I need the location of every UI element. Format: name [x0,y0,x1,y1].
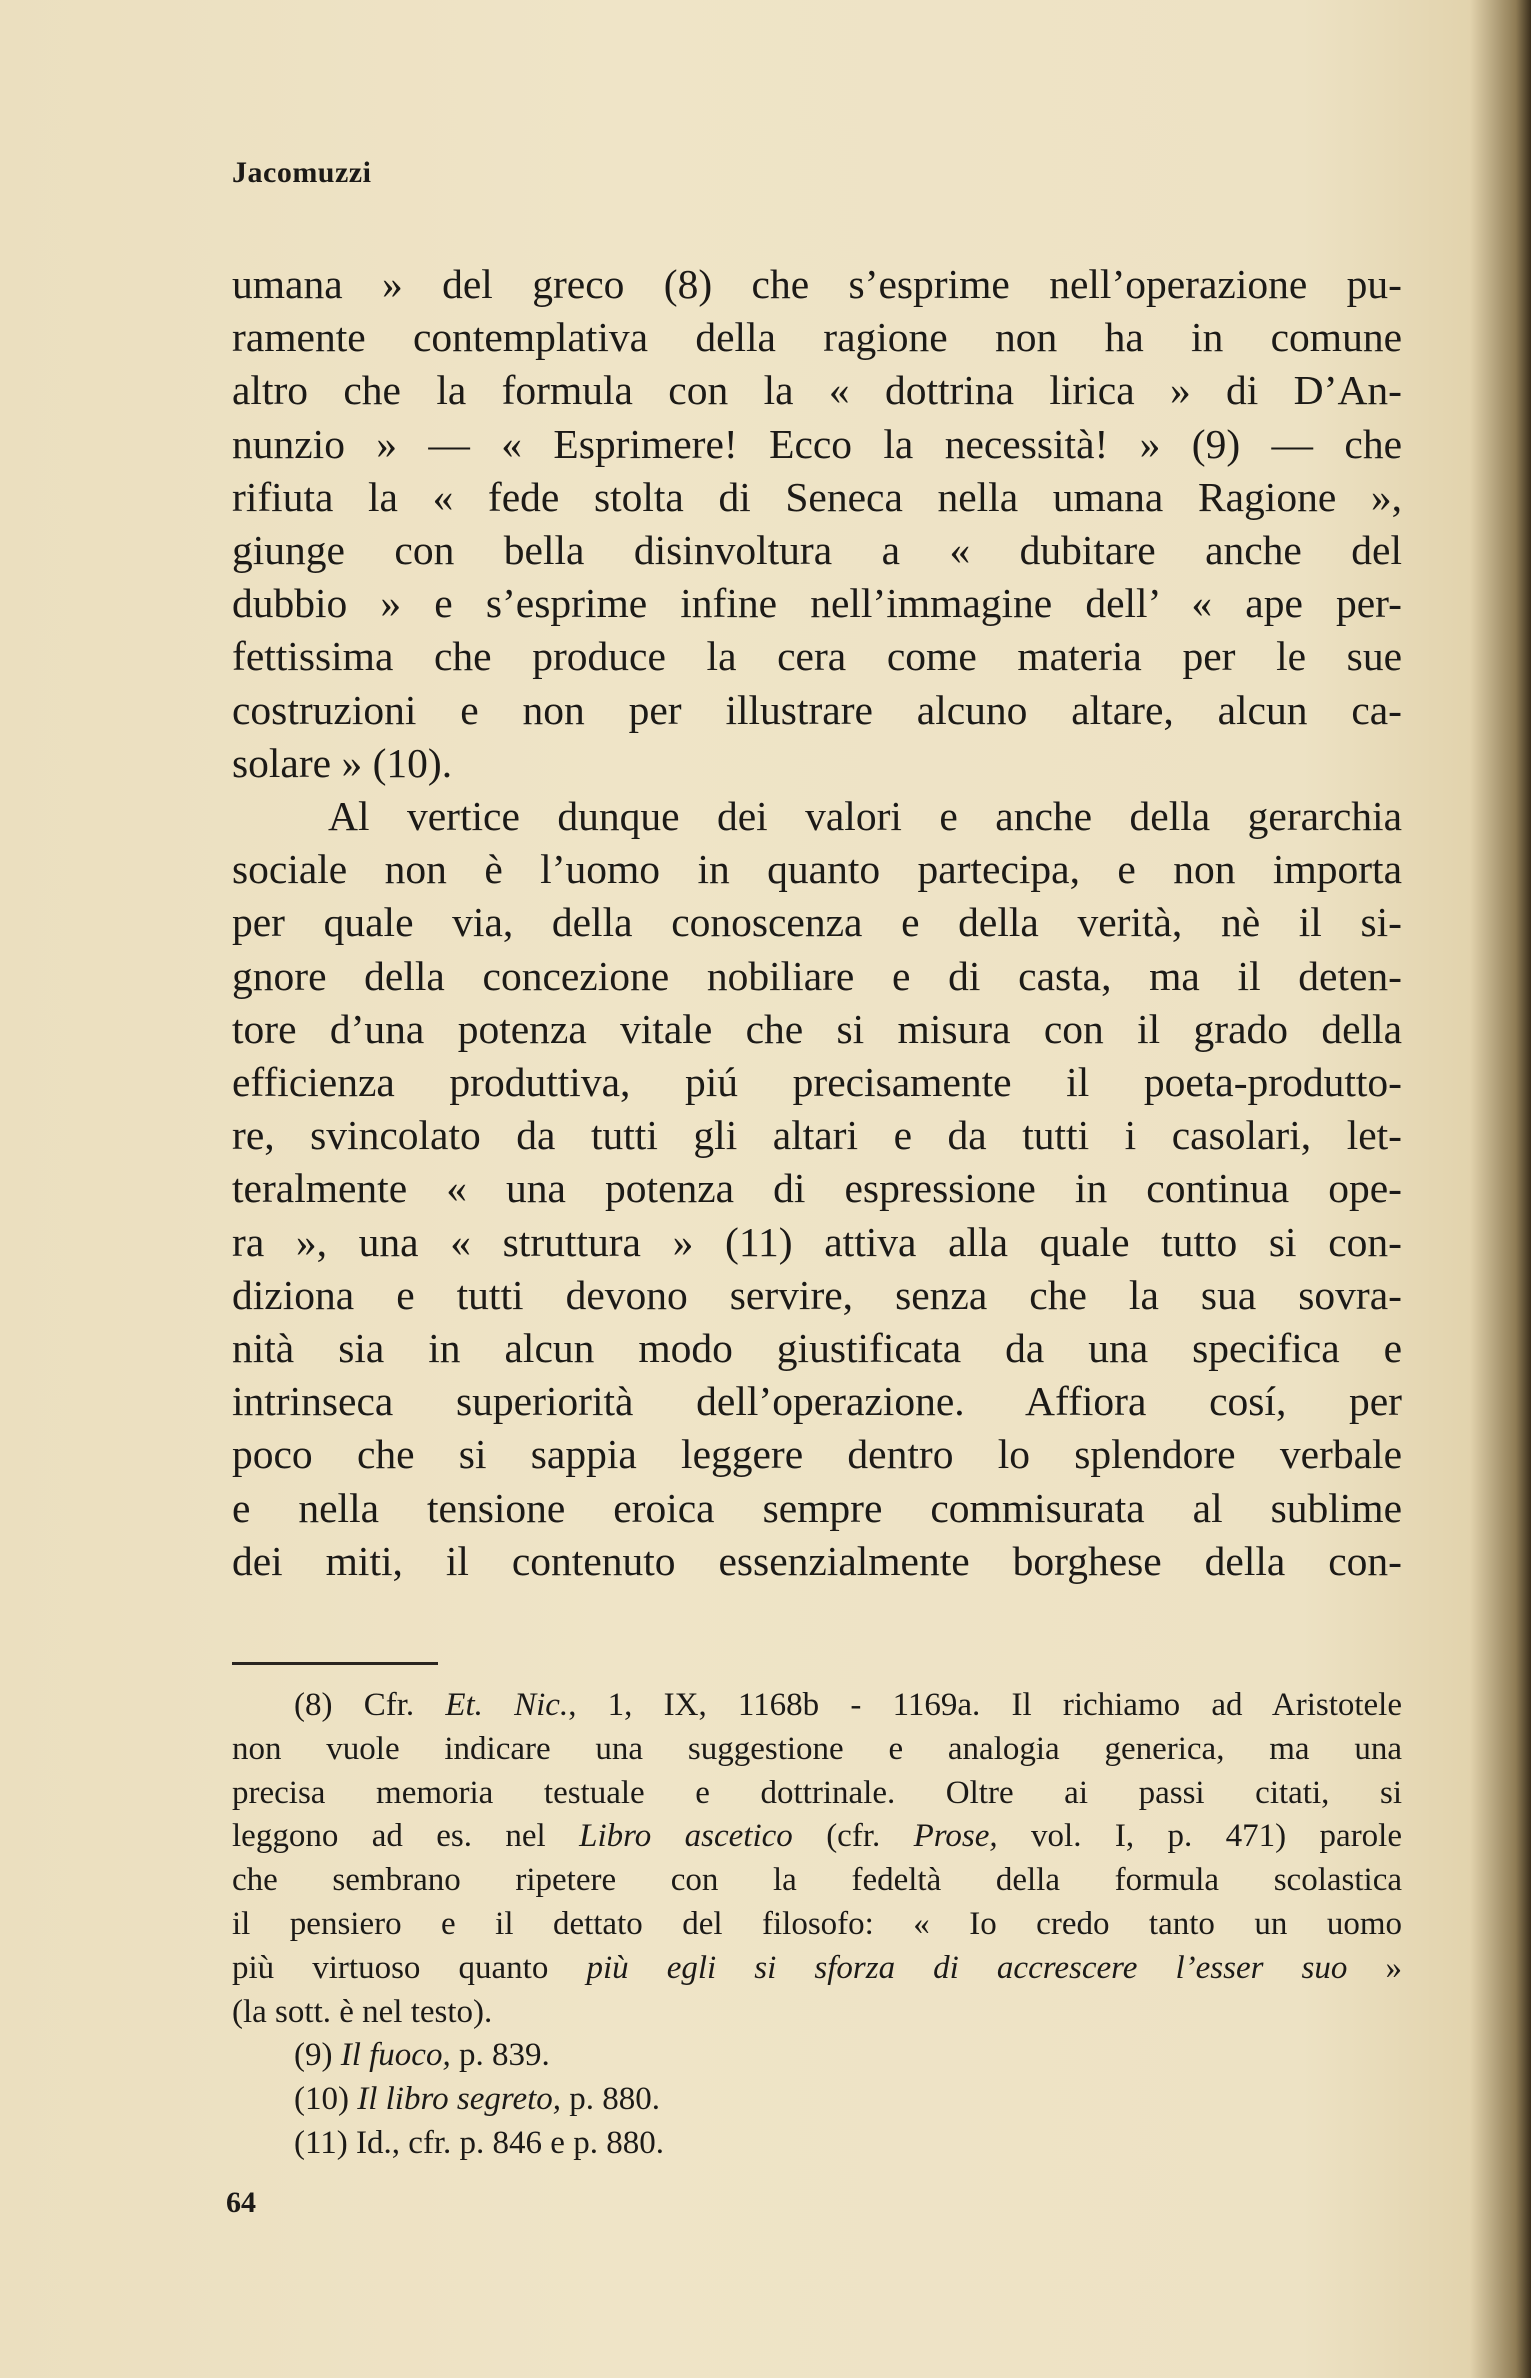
text-line: altro che la formula con la « dottrina lirica » di D’An- [232,367,1402,414]
text-line: solare » (10). [232,739,453,786]
footnote-8-line: più virtuoso quanto più egli si sforza di accrescere l’esser suo » [232,1949,1402,1986]
text-line: fettissima che produce la cera come materia per le sue [232,633,1402,680]
footnote-8-line: non vuole indicare una suggestione e analogia generica, ma una [232,1730,1402,1767]
text-line: ramente contemplativa della ragione non ha in comune [232,314,1402,361]
text-line: e nella tensione eroica sempre commisurata al sublime [232,1484,1402,1531]
text-line: tore d’una potenza vitale che si misura con il grado della [232,1005,1402,1052]
footnote-rule [232,1662,438,1665]
footnote-8-line: il pensiero e il dettato del filosofo: « Io credo tanto un uomo [232,1905,1402,1942]
footnote-8-line: (8) Cfr. Et. Nic., 1, IX, 1168b - 1169a. Il richiamo ad Aristotele [294,1687,1403,1723]
footnote-8-line: (la sott. è nel testo). [232,1993,493,2030]
text-line: nità sia in alcun modo giustificata da una specifica e [232,1325,1402,1372]
text-line: re, svincolato da tutti gli altari e da tutti i casolari, let- [232,1112,1402,1159]
main-text [232,258,1402,1588]
text-line: Al vertice dunque dei valori e anche della gerarchia [328,793,1402,840]
text-line: gnore della concezione nobiliare e di casta, ma il deten- [232,952,1402,999]
text-line: diziona e tutti devono servire, senza che la sua sovra- [232,1271,1402,1318]
footnote-9: (9) Il fuoco, p. 839. [294,2037,550,2074]
text-line: poco che si sappia leggere dentro lo splendore verbale [232,1431,1402,1478]
text-line: sociale non è l’uomo in quanto partecipa, e non importa [232,846,1402,893]
page-number: 64 [226,2186,256,2219]
text-line: dubbio » e s’esprime infine nell’immagine dell’ « ape per- [232,580,1402,627]
text-line: efficienza produttiva, piú precisamente il poeta-produtto- [232,1059,1402,1106]
text-line: ra », una « struttura » (11) attiva alla quale tutto si con- [232,1218,1402,1265]
footnotes [232,1684,1402,2166]
footnote-8-line: che sembrano ripetere con la fedeltà della formula scolastica [232,1862,1402,1899]
text-line: costruzioni e non per illustrare alcuno altare, alcun ca- [232,686,1402,733]
text-line: dei miti, il contenuto essenzialmente borghese della con- [232,1537,1402,1584]
text-line: rifiuta la « fede stolta di Seneca nella umana Ragione », [232,473,1402,520]
footnote-8-line: leggono ad es. nel Libro ascetico (cfr. Prose, vol. I, p. 471) parole [232,1818,1402,1855]
footnote-11: (11) Id., cfr. p. 846 e p. 880. [294,2124,664,2161]
text-line: giunge con bella disinvoltura a « dubitare anche del [232,527,1402,574]
text-line: teralmente « una potenza di espressione in continua ope- [232,1165,1402,1212]
footnote-8-line: precisa memoria testuale e dottrinale. Oltre ai passi citati, si [232,1774,1402,1811]
text-line: nunzio » — « Esprimere! Ecco la necessità! » (9) — che [232,420,1402,467]
text-line: per quale via, della conoscenza e della verità, nè il si- [232,899,1402,946]
text-line: umana » del greco (8) che s’esprime nell’operazione pu- [232,261,1402,307]
text-line: intrinseca superiorità dell’operazione. Affiora cosí, per [232,1378,1402,1425]
running-head: Jacomuzzi [232,156,372,189]
footnote-10: (10) Il libro segreto, p. 880. [294,2081,661,2118]
